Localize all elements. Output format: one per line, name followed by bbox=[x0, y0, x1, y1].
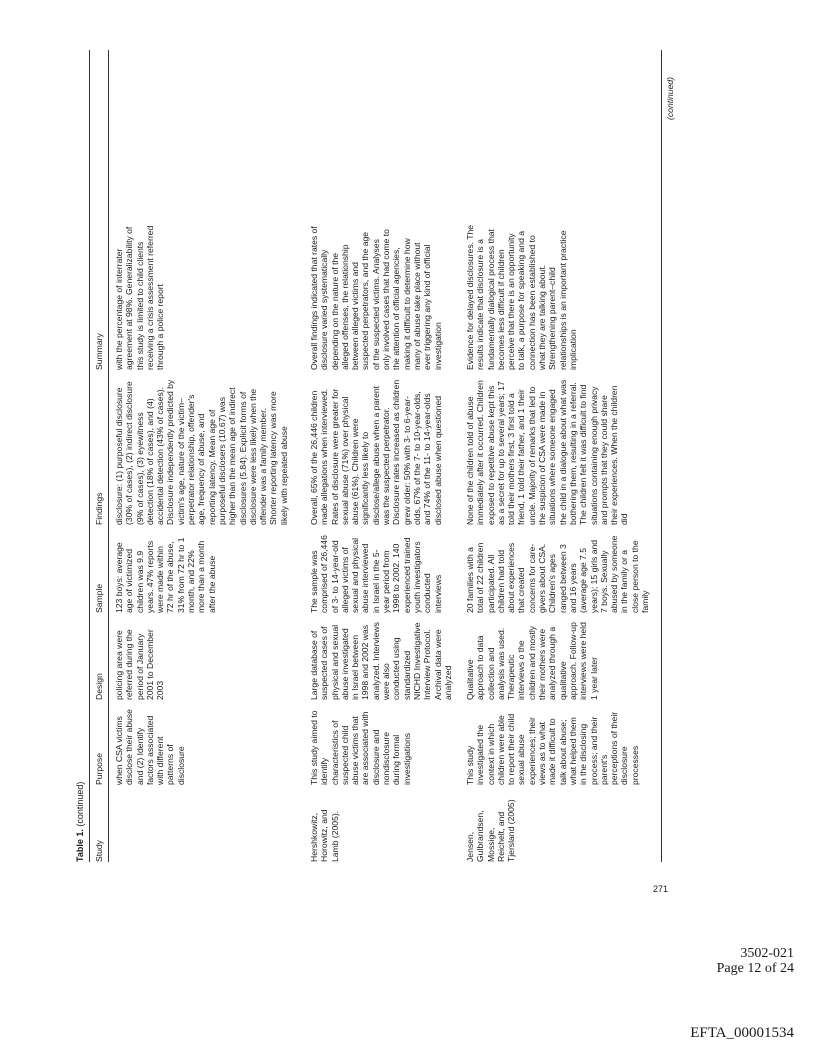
header-design: Design bbox=[94, 673, 104, 700]
row3-sample: 20 families with a total of 22 children participated. All children had told about experiences that created concerns for care-givers about CSA. Children's ages ranged between 3 and 16 years (average age 7.5 years); 15 girls and 7 boys. Sexually abused by someone in the family or a close person to the family bbox=[465, 535, 651, 613]
table-title bbox=[75, 782, 85, 862]
row1-design: policing area were referred during the period of January 2001 to December 2003 bbox=[114, 629, 166, 700]
row2-study: Hershkowitz, Horowitz, and Lamb (2005). bbox=[309, 809, 340, 862]
row3-findings: None of the children told of abuse immediately after it occurred. Children exposed to repetitive abuse kept this as a secret for up to several years; 17 told their mothers first, 3 first told a friend, 1 told their father, and 1 their uncle. Majority of remarks that led to the suspicion of CSA were made in situations where someone engaged the child in a dialogue about what was bothering them, resulting in a referral. The children felt it was difficult to find situations containing enough privacy and prompts that they could share their experiences. When the children did bbox=[465, 379, 630, 525]
row2-purpose: This study aimed to identify characteristics of suspected child abuse victims that are associated with disclosure and nondisclosure during formal investigations bbox=[309, 710, 412, 785]
continued-note: (continued) bbox=[665, 77, 675, 120]
page-number: 271 bbox=[653, 884, 669, 894]
rotated-table-page bbox=[75, 50, 675, 862]
table-title-label: Table 1. bbox=[75, 829, 85, 862]
header-bottom-rule bbox=[108, 50, 109, 862]
row1-summary: with the percentage of interrater agreement at 98%. Generalizability of this study is limited to child clients receiving a crisis assessment referred through a police report bbox=[114, 225, 166, 370]
table-title-continued: (continued) bbox=[75, 781, 85, 830]
page-of-stamp: Page 12 of 24 bbox=[716, 961, 794, 976]
table-top-rule bbox=[89, 50, 90, 862]
row1-sample: 123 boys: average age of victimized children was 9.9 years. 47% reports were made within 72 hr of the abuse, 31% from 72 hr to 1 month, and 22% more than a month after the abuse bbox=[114, 537, 217, 613]
header-purpose: Purpose bbox=[94, 752, 104, 785]
header-findings: Findings bbox=[94, 492, 104, 525]
row1-findings: disclosure: (1) purposeful disclosure (30% of cases), (2) indirect disclosure (9% of cases), (3) eyewitness detection (18% of cases), and (4) accidental detection (43% of cases). Disclosure independently predicted by victim's age, nature of the victim–perpetrator relationship, offender's age, frequency of abuse, and reporting latency. Mean age of purposeful disclosers (10.67) was higher than the mean age of indirect disclosures (5.84). Explicit forms of disclosure were less likely when the offender was a family member. Shorter reporting latency was more likely with repeated abuse bbox=[114, 379, 289, 525]
row2-design: Large database of suspected cases of physical and sexual abuse investigated in Israel between 1998 and 2002 was analyzed. Interviews were also conducted using standardized NICHD Investigative Interview Protocol. Archival data were analyzed bbox=[309, 622, 453, 700]
row1-purpose: when CSA victims disclose their abuse and (2) Identify factors associated with different patterns of disclosure bbox=[114, 709, 186, 785]
document-id-stamp: 3502-021 bbox=[740, 946, 794, 961]
header-summary: Summary bbox=[94, 333, 104, 370]
row3-study: Jensen, Gulbrandsen, Mossige, Reichelt, and Tjersland (2005) bbox=[465, 799, 517, 862]
header-sample: Sample bbox=[94, 583, 104, 613]
row2-findings: Overall, 65% of the 26,446 children made allegations when interviewed. Rates of disclosure were greater for sexual abuse (71%) over physical abuse (61%). Children were significantly less likely to disclose/allege abuse when a parent was the suspected perpetrator. Disclosure rates increased as children grew older: 50% with 3- to 6-year-olds, 67% of the 7- to 10-year-olds, and 74% of the 11- to 14-year-olds disclosed abuse when questioned bbox=[309, 379, 443, 525]
row2-summary: Overall findings indicated that rates of disclosure varied systematically depending on the nature of the alleged offenses, the relationship between alleged victims and suspected perpetrators, and the age of the suspected victims. Analyses only involved cases that had come to the attention of official agencies, making it difficult to determine how many of abuse take place without ever triggering any kind of official investigation bbox=[309, 226, 443, 370]
table-bottom-rule bbox=[661, 50, 662, 862]
header-study: Study bbox=[94, 840, 104, 862]
row2-sample: The sample was comprised of 26,446 of 3- to 14-year-old alleged victims of sexual and physical abuse interviewed in Israel in the 5-year period from 1998 to 2002. 140 experienced trained youth investigators conducted interviews bbox=[309, 535, 443, 613]
row3-design: Qualitative approach to data collection and analysis was used. Therapeutic interviews o the children and mostly their mothers were analyzed through a qualitative approach. Follow-up interviews were held 1 year later bbox=[465, 622, 599, 700]
row3-purpose: This study investigated the context in which children were able to report their child sexual abuse experiences; their views as to what made it difficult to talk about abuse; what helped them in the disclosing process; and their parent's perceptions of their disclosure processes bbox=[465, 711, 640, 785]
footer-bates-id: EFTA_00001534 bbox=[690, 1025, 794, 1041]
row3-summary: Evidence for delayed disclosures. The results indicate that disclosure is a fundamentally dialogical process that becomes less difficult if children perceive that there is an opportunity to talk, a purpose for speaking and a connection has been established to what they are talking about. Strengthening parent–child relationships is an important practice implication bbox=[465, 224, 578, 370]
